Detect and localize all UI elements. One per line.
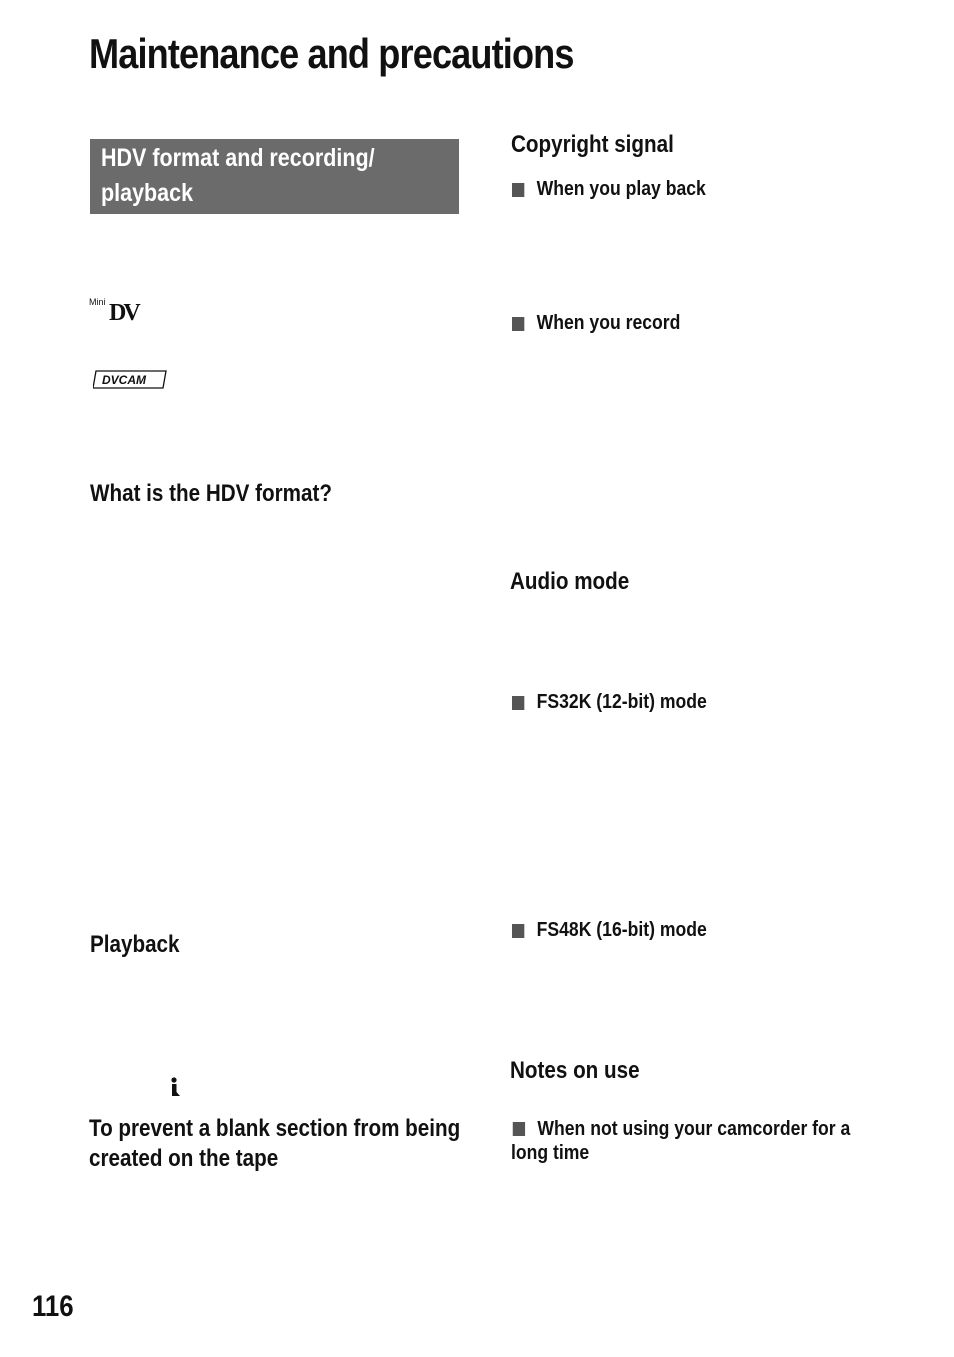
subheading-fs32k-mode <box>512 691 707 714</box>
section-header-box <box>90 139 459 214</box>
square-bullet-icon <box>512 183 524 197</box>
subheading-label: When not using your camcorder for a long time <box>511 1118 851 1164</box>
square-bullet-icon <box>513 1122 525 1136</box>
subheading-when-play-back <box>512 178 706 201</box>
heading-playback: Playback <box>90 931 180 958</box>
subheading-when-not-using <box>511 1093 850 1165</box>
subheading-label: FS48K (16-bit) mode <box>536 919 707 941</box>
square-bullet-icon <box>512 696 524 710</box>
square-bullet-icon <box>512 317 524 331</box>
page-number: 116 <box>32 1290 74 1323</box>
heading-prevent-blank-section: To prevent a blank section from being created on the tape <box>89 1115 461 1172</box>
minidv-logo <box>89 296 145 322</box>
dvcam-logo-text: DVCAM <box>102 373 146 387</box>
heading-copyright-signal: Copyright signal <box>511 131 674 158</box>
minidv-logo-small-text: Mini <box>89 297 106 307</box>
subheading-fs48k-mode <box>512 919 707 942</box>
heading-audio-mode: Audio mode <box>510 568 630 595</box>
page-title: Maintenance and precautions <box>89 30 574 77</box>
dvcam-logo <box>93 370 167 389</box>
minidv-logo-large-text: DV <box>109 300 138 322</box>
heading-notes-on-use: Notes on use <box>510 1057 640 1084</box>
square-bullet-icon <box>512 924 524 938</box>
subheading-label: When you record <box>536 312 681 334</box>
section-title: HDV format and recording/ playback <box>101 144 375 207</box>
subheading-label: When you play back <box>536 178 706 200</box>
subheading-label: FS32K (12-bit) mode <box>536 691 707 713</box>
heading-what-is-hdv: What is the HDV format? <box>90 480 332 507</box>
info-icon <box>168 1077 182 1099</box>
subheading-when-record <box>512 312 680 335</box>
